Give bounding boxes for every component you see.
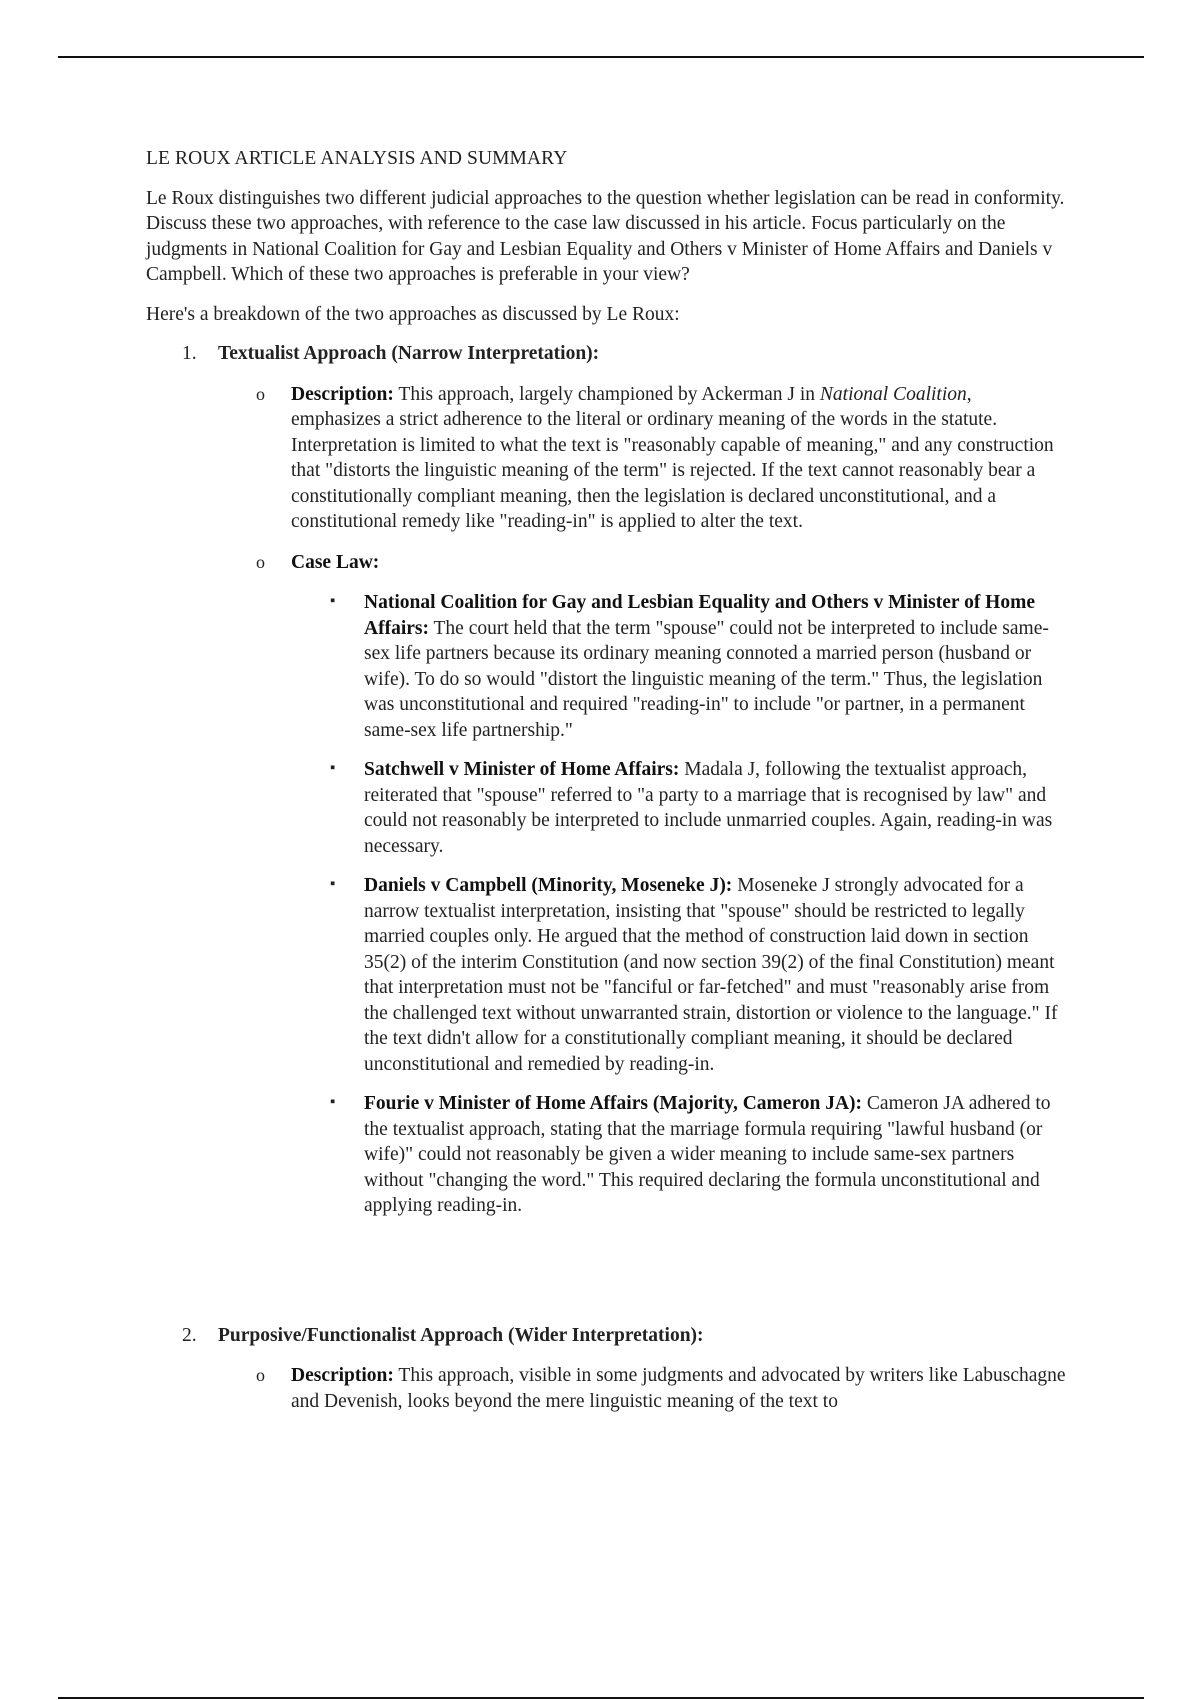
- description-text: This approach, visible in some judgments and advocated by writers like Labuschagne and Devenish, looks beyond the mere linguistic meaning of the text to: [291, 1365, 1066, 1412]
- case-text: Moseneke J strongly advocated for a narrow textualist interpretation, insisting that "spouse" should be restricted to legally married couples only. He argued that the method of construction laid down in section 35(2) of the interim Constitution (and now section 39(2) of the final Constitution) meant that interpretation must not be "fanciful or far-fetched" and must "reasonably arise from the challenged text without unwarranted strain, distortion or violence to the language." If the text didn't allow for a constitutionally compliant meaning, it should be declared unconstitutional and remedied by reading-in.: [364, 875, 1058, 1075]
- intro-paragraph: Here's a breakdown of the two approaches as discussed by Le Roux:: [146, 303, 680, 325]
- case-item: [146, 757, 1066, 859]
- header-rule: [58, 56, 1144, 58]
- document-title: LE ROUX ARTICLE ANALYSIS AND SUMMARY: [146, 148, 568, 169]
- approach-2-item: [146, 1323, 1066, 1349]
- description-text: , emphasizes a strict adherence to the literal or ordinary meaning of the words in the statute. Interpretation is limited to what the text is "reasonably capable of meaning," and any construction that "distorts the linguistic meaning of the term" is rejected. If the text cannot reasonably bear a constitutionally compliant meaning, then the legislation is declared unconstitutional, and a constitutional remedy like "reading-in" is applied to alter the text.: [291, 383, 1054, 532]
- bullet-square-icon: ▪: [330, 1094, 336, 1110]
- case-name: Daniels v Campbell (Minority, Moseneke J):: [364, 875, 733, 896]
- question-paragraph: Le Roux distinguishes two different judicial approaches to the question whether legislation can be read in conformity. Discuss these two approaches, with reference to the case law discussed in his article. Focus particularly on the judgments in National Coalition for Gay and Lesbian Equality and Others v Minister of Home Affairs and Daniels v Campbell. Which of these two approaches is preferable in your view?: [146, 187, 1065, 285]
- approach-2-heading: Purposive/Functionalist Approach (Wider Interpretation):: [218, 1324, 704, 1346]
- case-name: Fourie v Minister of Home Affairs (Majority, Cameron JA):: [364, 1093, 863, 1114]
- case-item: [146, 590, 1066, 743]
- approach-1-description: [146, 382, 1066, 535]
- bullet-circle-icon: o: [256, 551, 265, 572]
- footer-rule: [58, 1697, 1144, 1699]
- case-text: Madala J, following the textualist approach, reiterated that "spouse" referred to "a party to a marriage that is recognised by law" and could not reasonably be interpreted to include unmarried couples. Again, reading-in was necessary.: [364, 759, 1053, 857]
- description-text: This approach, largely championed by Ackerman J in: [393, 383, 820, 405]
- bullet-square-icon: ▪: [330, 593, 336, 609]
- approach-1-item: [146, 341, 1066, 367]
- approach-2-description: [146, 1363, 1066, 1414]
- bullet-circle-icon: o: [256, 383, 265, 404]
- case-name: Satchwell v Minister of Home Affairs:: [364, 759, 680, 780]
- bullet-square-icon: ▪: [330, 760, 336, 776]
- description-label: Description:: [291, 383, 394, 405]
- description-label: Description:: [291, 1365, 394, 1386]
- description-italic: National Coalition: [819, 383, 967, 405]
- case-item: [146, 1091, 1066, 1219]
- case-law-label: Case Law:: [291, 551, 380, 573]
- approach-1-case-law: [146, 550, 1066, 576]
- approach-1-heading: Textualist Approach (Narrow Interpretation):: [218, 343, 600, 364]
- case-item: [146, 873, 1066, 1077]
- bullet-circle-icon: o: [256, 1365, 265, 1385]
- section-spacer: [146, 1233, 1066, 1323]
- case-text: The court held that the term "spouse" could not be interpreted to include same-sex life partners because its ordinary meaning connoted a married person (husband or wife). To do so would "distort the linguistic meaning of the term." Thus, the legislation was unconstitutional and required "reading-in" to include "or partner, in a permanent same-sex life partnership.": [364, 617, 1049, 741]
- case-name: National Coalition for Gay and Lesbian Equality and Others v Minister of Home Affairs:: [364, 592, 1035, 639]
- list-number: 2.: [182, 1324, 197, 1346]
- case-text: Cameron JA adhered to the textualist approach, stating that the marriage formula requiring "lawful husband (or wife)" could not reasonably be given a wider meaning to include same-sex partners without "changing the word." This required declaring the formula unconstitutional and applying reading-in.: [364, 1093, 1051, 1216]
- document-body: [146, 146, 1066, 1429]
- list-number: 1.: [182, 343, 197, 364]
- bullet-square-icon: ▪: [330, 876, 336, 892]
